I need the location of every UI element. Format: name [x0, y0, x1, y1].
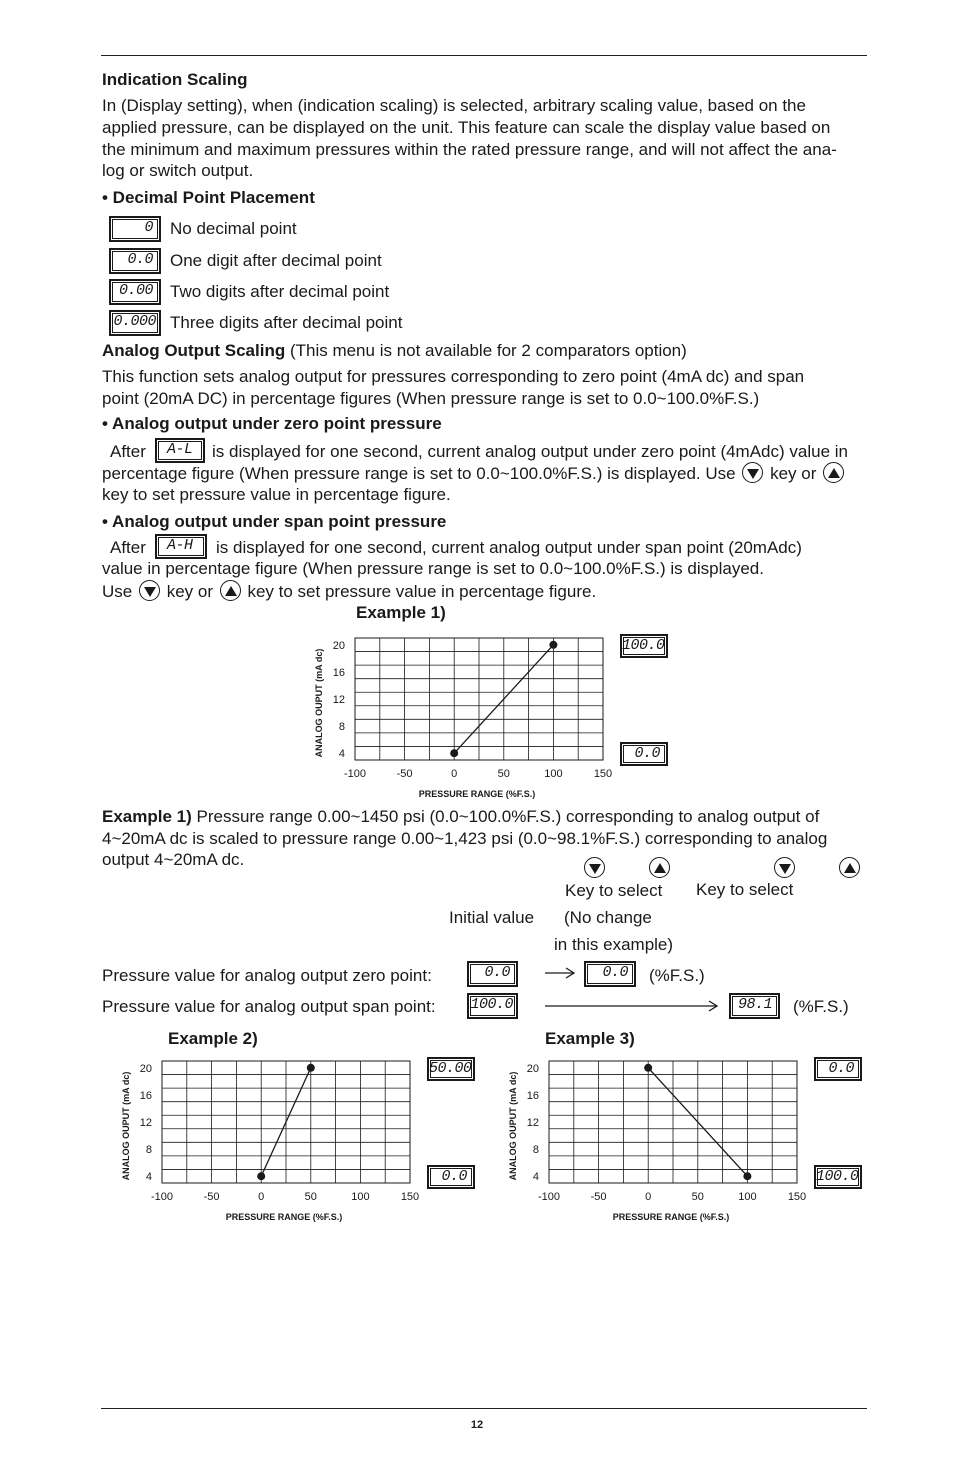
down-arrow-key-icon	[584, 857, 605, 878]
x-tick-label: 100	[544, 768, 563, 780]
x-tick-label: 150	[400, 1191, 420, 1203]
y-tick-label: 16	[332, 666, 345, 679]
x-tick-label: 150	[593, 768, 613, 780]
zero-point-label: Pressure value for analog output zero point:	[102, 966, 432, 985]
zero-heading: • Analog output under zero point pressure	[102, 414, 442, 433]
data-point	[644, 1064, 652, 1072]
decimal-label-2: Two digits after decimal point	[170, 282, 390, 301]
y-tick-label: 4	[338, 748, 345, 761]
example-3-chart	[499, 1053, 809, 1225]
zero-line-3: key to set pressure value in percentage figure.	[102, 485, 451, 504]
data-point	[549, 641, 557, 649]
x-tick-label: 0	[645, 1191, 652, 1203]
example-1-line-2: 4~20mA dc is scaled to pressure range 0.00~1,423 psi (0.0~98.1%F.S.) corresponding to analog	[102, 829, 828, 848]
initial-value-label: Initial value	[449, 908, 535, 927]
example-3-display-top: 0.0	[814, 1057, 862, 1081]
zero-line-2	[102, 462, 846, 485]
zero-initial-display: 0.0	[467, 961, 518, 987]
x-axis-label: PRESSURE RANGE (%F.S.)	[418, 789, 536, 799]
x-tick-label: 50	[304, 1191, 317, 1203]
y-axis-label: ANALOG OUPUT (mA dc)	[314, 648, 324, 758]
example-1-line-3: output 4~20mA dc.	[102, 850, 245, 869]
bottom-rule	[101, 1408, 867, 1409]
y-tick-label: 12	[139, 1117, 152, 1129]
decimal-display-3: 0.000	[109, 310, 161, 336]
example-1-display-top: 100.0	[620, 634, 668, 658]
example-1-label: Example 1)	[102, 807, 192, 826]
analog-heading-rest: (This menu is not available for 2 comparators option)	[285, 341, 687, 360]
x-tick-label: -100	[537, 1191, 561, 1203]
x-axis-label: PRESSURE RANGE (%F.S.)	[612, 1212, 730, 1222]
no-change-label: (No change	[564, 908, 652, 927]
y-tick-label: 4	[532, 1171, 539, 1184]
indication-line-1: In (Display setting), when (indication scaling) is selected, arbitrary scaling value, based on the	[102, 96, 806, 115]
x-tick-label: -50	[203, 1191, 220, 1203]
span-key-or: key or	[166, 582, 213, 601]
span-new-display: 98.1	[729, 993, 780, 1019]
zero-display: A-L	[155, 438, 205, 463]
span-unit: (%F.S.)	[793, 997, 849, 1016]
zero-unit: (%F.S.)	[649, 966, 705, 985]
indication-line-4: log or switch output.	[102, 161, 254, 180]
span-line-2: value in percentage figure (When pressure range is set to 0.0~100.0%F.S.) is displayed.	[102, 559, 764, 578]
example-1-chart	[305, 630, 615, 802]
data-point	[743, 1172, 751, 1180]
x-tick-label: 50	[691, 1191, 704, 1203]
x-tick-label: -100	[343, 768, 367, 780]
x-tick-label: 50	[497, 768, 510, 780]
decimal-heading: • Decimal Point Placement	[102, 188, 315, 207]
span-use: Use	[102, 582, 133, 601]
analog-heading-bold: Analog Output Scaling	[102, 341, 286, 360]
example-1-rest: Pressure range 0.00~1450 psi (0.0~100.0%F.S.) corresponding to analog output of	[191, 807, 820, 826]
y-tick-label: 12	[526, 1117, 539, 1129]
y-tick-label: 20	[526, 1062, 539, 1075]
zero-new-display: 0.0	[584, 961, 636, 987]
right-arrow-icon	[544, 966, 576, 980]
x-tick-label: 0	[451, 768, 458, 780]
span-after: After	[110, 538, 146, 557]
page-number: 12	[470, 1419, 484, 1431]
y-tick-label: 8	[338, 721, 345, 734]
x-tick-label: 150	[787, 1191, 807, 1203]
y-tick-label: 4	[145, 1171, 152, 1184]
y-tick-label: 20	[139, 1062, 152, 1075]
span-initial-display: 100.0	[467, 993, 518, 1019]
zero-key-or: key or	[770, 464, 817, 483]
analog-line-2: point (20mA DC) in percentage figures (When pressure range is set to 0.0~100.0%F.S.)	[102, 389, 760, 408]
y-axis-label: ANALOG OUPUT (mA dc)	[508, 1071, 518, 1181]
y-tick-label: 8	[532, 1144, 539, 1157]
x-tick-label: 0	[258, 1191, 265, 1203]
span-line-3-text: key to set pressure value in percentage figure.	[247, 582, 597, 601]
indication-line-3: the minimum and maximum pressures within the rated pressure range, and will not affect the ana-	[102, 140, 837, 159]
data-point	[450, 749, 458, 757]
y-tick-label: 16	[139, 1089, 152, 1102]
down-arrow-key-icon	[742, 462, 763, 483]
y-tick-label: 20	[332, 639, 345, 652]
example-1-line-1	[102, 806, 819, 828]
data-point	[257, 1172, 265, 1180]
down-arrow-key-icon	[774, 857, 795, 878]
decimal-label-0: No decimal point	[170, 219, 297, 238]
decimal-label-3: Three digits after decimal point	[170, 313, 403, 332]
span-display: A-H	[155, 534, 207, 559]
up-arrow-key-icon	[823, 462, 844, 483]
key-to-select-1: Key to select	[565, 881, 663, 900]
span-line-1: is displayed for one second, current analog output under span point (20mAdc)	[216, 538, 802, 557]
x-axis-label: PRESSURE RANGE (%F.S.)	[225, 1212, 343, 1222]
right-arrow-icon	[544, 999, 720, 1013]
example-2-chart	[112, 1053, 422, 1225]
x-tick-label: -50	[396, 768, 413, 780]
y-tick-label: 12	[332, 694, 345, 706]
up-arrow-key-icon	[220, 580, 241, 601]
x-tick-label: 100	[351, 1191, 370, 1203]
data-point	[307, 1064, 315, 1072]
up-arrow-key-icon	[839, 857, 860, 878]
y-axis-label: ANALOG OUPUT (mA dc)	[121, 1071, 131, 1181]
zero-line-1: is displayed for one second, current analog output under zero point (4mAdc) value in	[212, 442, 848, 461]
x-tick-label: -50	[590, 1191, 607, 1203]
key-to-select-2: Key to select	[696, 880, 794, 899]
indication-heading: Indication Scaling	[102, 70, 248, 89]
decimal-display-0: 0	[109, 216, 161, 242]
indication-line-2: applied pressure, can be displayed on the unit. This feature can scale the display value based on	[102, 118, 831, 137]
down-arrow-key-icon	[139, 580, 160, 601]
analog-line-1: This function sets analog output for pressures corresponding to zero point (4mA dc) and span	[102, 367, 805, 386]
y-tick-label: 8	[145, 1144, 152, 1157]
x-tick-label: -100	[150, 1191, 174, 1203]
span-heading: • Analog output under span point pressure	[102, 512, 447, 531]
example-2-display-top: 50.00	[427, 1057, 475, 1081]
analog-heading	[102, 340, 687, 362]
top-rule	[101, 55, 867, 56]
zero-after: After	[110, 442, 146, 461]
example-1-title: Example 1)	[356, 603, 446, 622]
decimal-label-1: One digit after decimal point	[170, 251, 382, 270]
span-line-3	[102, 580, 596, 603]
decimal-display-1: 0.0	[109, 248, 161, 274]
y-tick-label: 16	[526, 1089, 539, 1102]
example-2-title: Example 2)	[168, 1029, 258, 1048]
example-3-title: Example 3)	[545, 1029, 635, 1048]
example-2-display-bottom: 0.0	[427, 1165, 475, 1189]
example-3-display-bottom: 100.0	[814, 1165, 862, 1189]
in-this-example-label: in this example)	[554, 935, 674, 954]
span-point-label: Pressure value for analog output span point:	[102, 997, 436, 1016]
example-1-display-bottom: 0.0	[620, 742, 668, 766]
zero-line-2-text: percentage figure (When pressure range is set to 0.0~100.0%F.S.) is displayed. Use	[102, 464, 736, 483]
decimal-display-2: 0.00	[109, 279, 161, 305]
x-tick-label: 100	[738, 1191, 757, 1203]
up-arrow-key-icon	[649, 857, 670, 878]
